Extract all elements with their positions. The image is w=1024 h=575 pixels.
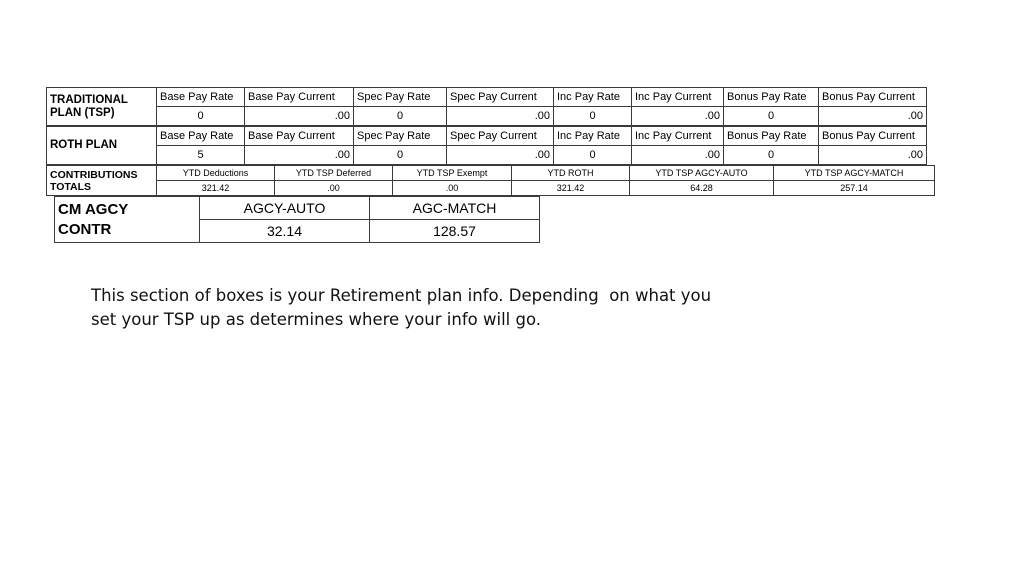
trad-header-base-pay-current: Base Pay Current [245, 88, 354, 107]
trad-header-base-pay-rate: Base Pay Rate [157, 88, 245, 107]
traditional-plan-label [47, 88, 157, 126]
contrib-header-ytd-tsp-exempt: YTD TSP Exempt [393, 166, 512, 181]
explanation-caption [91, 284, 791, 332]
roth-plan-table [46, 126, 927, 165]
roth-header-inc-pay-current: Inc Pay Current [632, 127, 724, 146]
contrib-value-ytd-tsp-agcy-auto: 64.28 [630, 181, 774, 196]
caption-line1: This section of boxes is your Retirement plan info. Depending on what you [91, 286, 712, 305]
cm-agcy-label-line2: CONTR [58, 220, 112, 238]
contributions-label [47, 166, 157, 196]
roth-value-inc-pay-rate: 0 [554, 146, 632, 165]
contrib-value-ytd-tsp-exempt: .00 [393, 181, 512, 196]
traditional-plan-box [46, 87, 927, 126]
cm-agcy-contr-box [54, 196, 540, 243]
roth-header-inc-pay-rate: Inc Pay Rate [554, 127, 632, 146]
trad-value-base-pay-current: .00 [245, 107, 354, 126]
cm-header-agcy-auto: AGCY-AUTO [200, 197, 370, 220]
traditional-plan-table [46, 87, 927, 126]
trad-value-bonus-pay-rate: 0 [724, 107, 819, 126]
trad-value-spec-pay-rate: 0 [354, 107, 447, 126]
trad-header-spec-pay-current: Spec Pay Current [447, 88, 554, 107]
trad-header-bonus-pay-current: Bonus Pay Current [819, 88, 927, 107]
contrib-value-ytd-tsp-deferred: .00 [275, 181, 393, 196]
roth-header-base-pay-current: Base Pay Current [245, 127, 354, 146]
trad-header-spec-pay-rate: Spec Pay Rate [354, 88, 447, 107]
roth-header-spec-pay-current: Spec Pay Current [447, 127, 554, 146]
contributions-totals-table [46, 165, 935, 196]
contributions-label-line1: CONTRIBUTIONS [50, 168, 138, 181]
contrib-header-ytd-roth: YTD ROTH [512, 166, 630, 181]
roth-header-bonus-pay-rate: Bonus Pay Rate [724, 127, 819, 146]
roth-plan-box [46, 126, 927, 165]
cm-agcy-contr-table [54, 196, 540, 243]
roth-value-base-pay-rate: 5 [157, 146, 245, 165]
contrib-value-ytd-roth: 321.42 [512, 181, 630, 196]
contrib-header-ytd-tsp-agcy-match: YTD TSP AGCY-MATCH [774, 166, 935, 181]
cm-header-agc-match: AGC-MATCH [370, 197, 540, 220]
contrib-header-ytd-deductions: YTD Deductions [157, 166, 275, 181]
roth-header-spec-pay-rate: Spec Pay Rate [354, 127, 447, 146]
caption-line2: set your TSP up as determines where your info will go. [91, 310, 542, 329]
roth-value-base-pay-current: .00 [245, 146, 354, 165]
roth-value-spec-pay-current: .00 [447, 146, 554, 165]
trad-header-inc-pay-rate: Inc Pay Rate [554, 88, 632, 107]
roth-plan-label: ROTH PLAN [47, 127, 157, 165]
roth-value-spec-pay-rate: 0 [354, 146, 447, 165]
contrib-header-ytd-tsp-deferred: YTD TSP Deferred [275, 166, 393, 181]
trad-header-inc-pay-current: Inc Pay Current [632, 88, 724, 107]
traditional-label-line1: TRADITIONAL [50, 93, 128, 106]
trad-value-inc-pay-rate: 0 [554, 107, 632, 126]
contrib-value-ytd-deductions: 321.42 [157, 181, 275, 196]
roth-value-inc-pay-current: .00 [632, 146, 724, 165]
trad-value-spec-pay-current: .00 [447, 107, 554, 126]
contributions-label-line2: TOTALS [50, 180, 92, 193]
traditional-label-line2: PLAN (TSP) [50, 106, 115, 119]
cm-agcy-label [55, 197, 200, 243]
trad-value-inc-pay-current: .00 [632, 107, 724, 126]
roth-value-bonus-pay-rate: 0 [724, 146, 819, 165]
contrib-value-ytd-tsp-agcy-match: 257.14 [774, 181, 935, 196]
cm-agcy-label-line1: CM AGCY [58, 200, 129, 218]
contributions-totals-box [46, 165, 935, 196]
roth-value-bonus-pay-current: .00 [819, 146, 927, 165]
roth-header-base-pay-rate: Base Pay Rate [157, 127, 245, 146]
cm-value-agc-match: 128.57 [370, 220, 540, 243]
trad-header-bonus-pay-rate: Bonus Pay Rate [724, 88, 819, 107]
contrib-header-ytd-tsp-agcy-auto: YTD TSP AGCY-AUTO [630, 166, 774, 181]
trad-value-bonus-pay-current: .00 [819, 107, 927, 126]
trad-value-base-pay-rate: 0 [157, 107, 245, 126]
roth-header-bonus-pay-current: Bonus Pay Current [819, 127, 927, 146]
cm-value-agcy-auto: 32.14 [200, 220, 370, 243]
